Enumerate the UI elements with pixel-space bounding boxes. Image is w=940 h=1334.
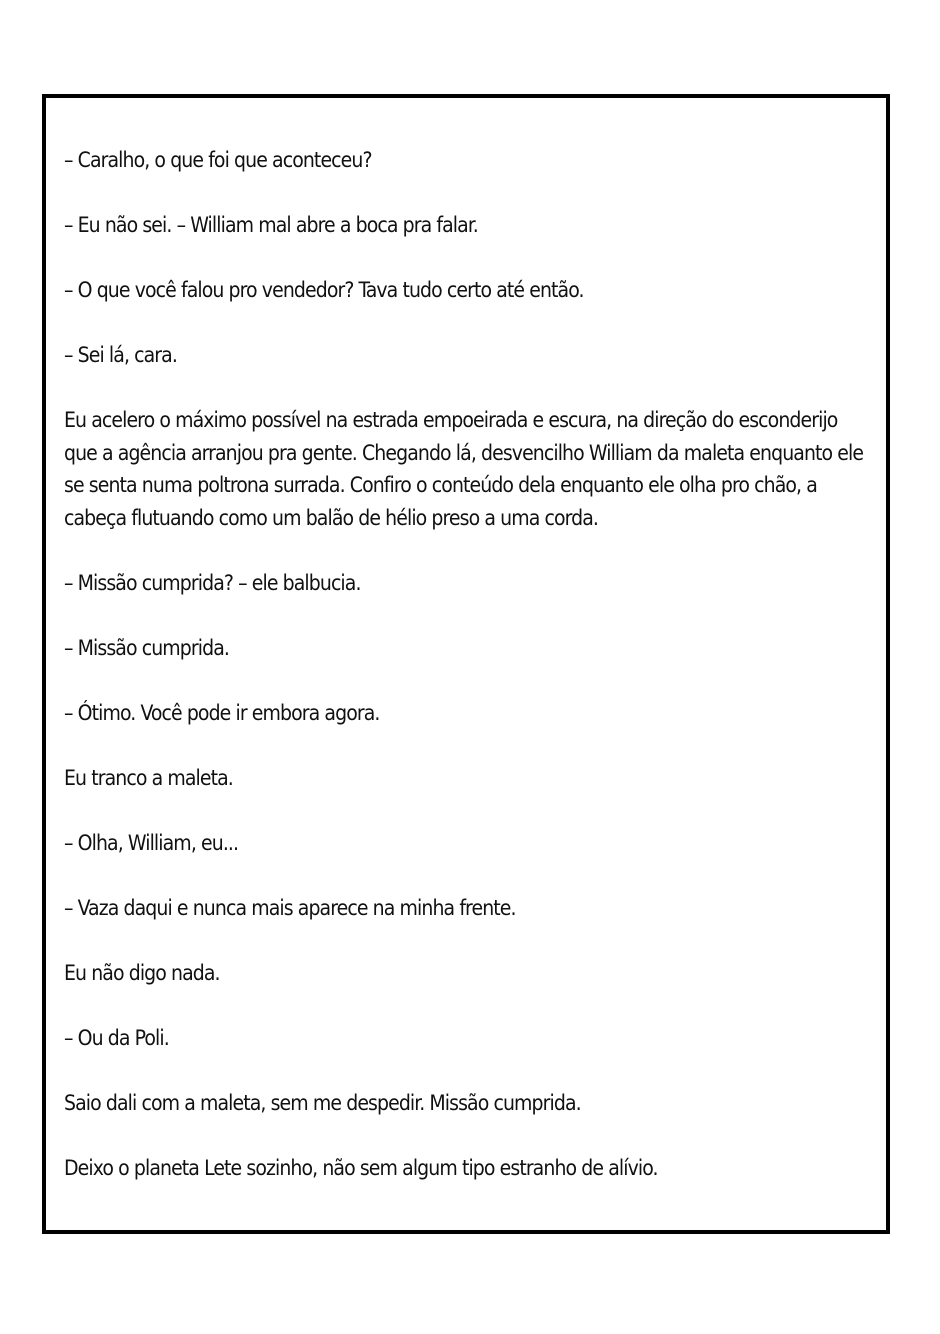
paragraph: – Ou da Poli. xyxy=(64,1026,169,1050)
paragraph: Saio dali com a maleta, sem me despedir. Missão cumprida. xyxy=(64,1091,581,1115)
page-frame xyxy=(42,94,890,1234)
paragraph: Deixo o planeta Lete sozinho, não sem algum tipo estranho de alívio. xyxy=(64,1156,658,1180)
paragraph: – Olha, William, eu... xyxy=(64,831,239,855)
paragraph: Eu tranco a maleta. xyxy=(64,766,233,790)
paragraph: – Vaza daqui e nunca mais aparece na minha frente. xyxy=(64,896,516,920)
paragraph: – Caralho, o que foi que aconteceu? xyxy=(64,148,372,172)
paragraph: Eu acelero o máximo possível na estrada empoeirada e escura, na direção do esconderijo que a agência arranjou pra gente. Chegando lá, desvencilho William da maleta enquanto ele se senta numa poltrona surrada. Confiro o conteúdo dela enquanto ele olha pro chão, a cabeça flutuando como um balão de hélio preso a uma corda. xyxy=(64,408,864,530)
text-body xyxy=(64,144,870,1217)
paragraph: – Missão cumprida? – ele balbucia. xyxy=(64,571,361,595)
paragraph: – Eu não sei. – William mal abre a boca pra falar. xyxy=(64,213,478,237)
paragraph: – Missão cumprida. xyxy=(64,636,229,660)
paragraph: Eu não digo nada. xyxy=(64,961,220,985)
paragraph: – Sei lá, cara. xyxy=(64,343,177,367)
paragraph: – O que você falou pro vendedor? Tava tudo certo até então. xyxy=(64,278,584,302)
paragraph: – Ótimo. Você pode ir embora agora. xyxy=(64,701,380,725)
